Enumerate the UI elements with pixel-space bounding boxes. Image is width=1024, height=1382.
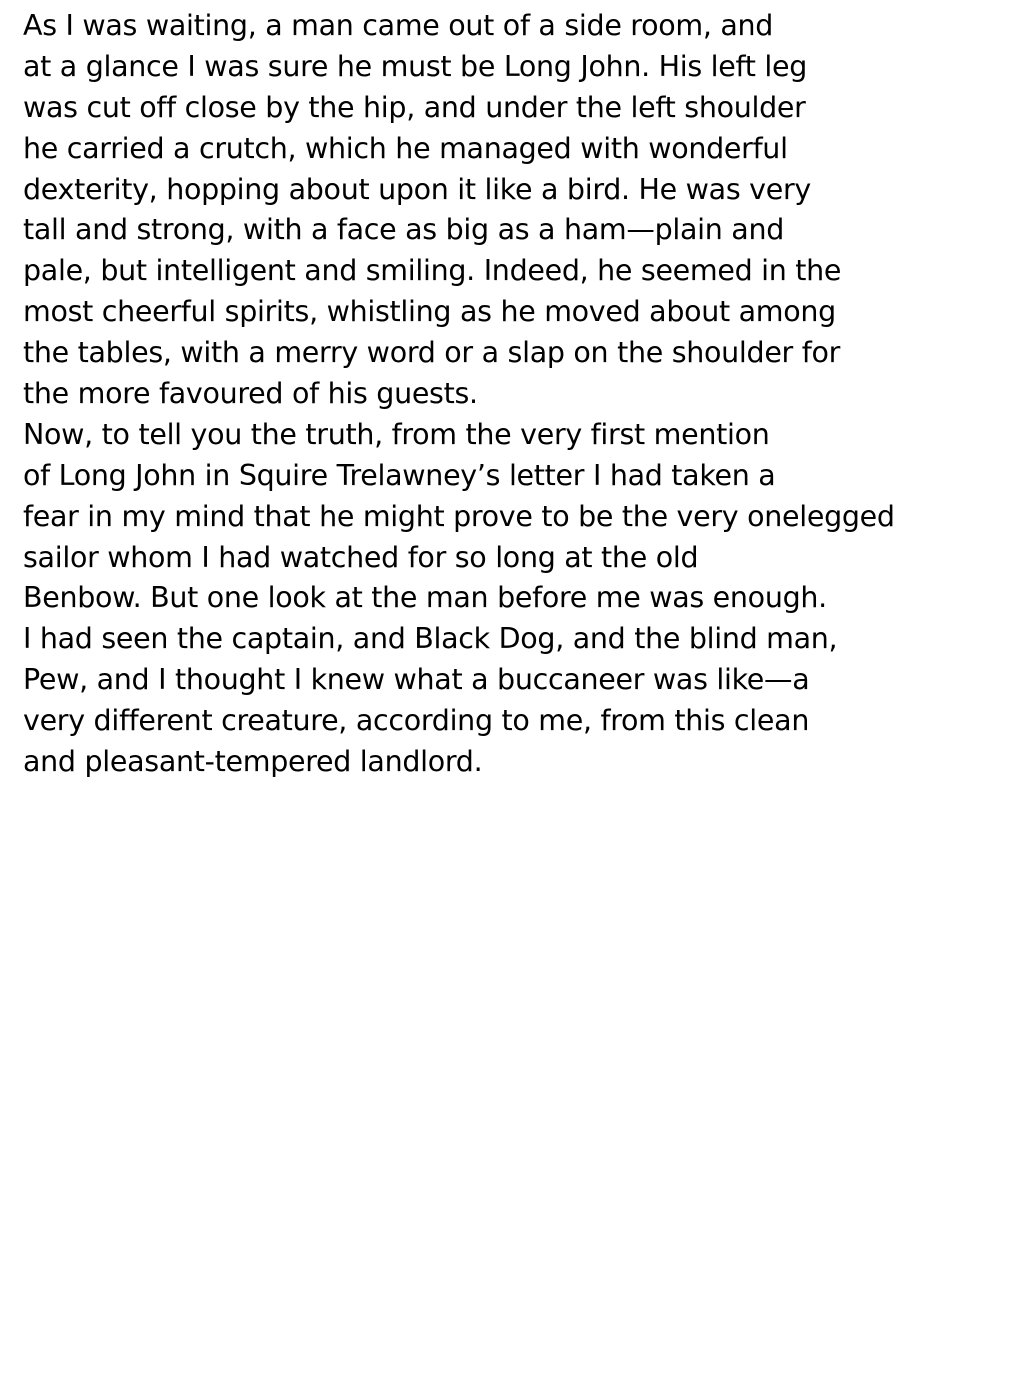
text-line: at a glance I was sure he must be Long John. His left leg [23,49,808,83]
text-line: fear in my mind that he might prove to be the very onelegged [23,499,895,533]
text-line: Pew, and I thought I knew what a buccaneer was like—a [23,663,810,697]
text-line: tall and strong, with a face as big as a ham—plain and [23,213,784,247]
text-line: very different creature, according to me, from this clean [23,704,810,738]
document-page [23,6,1018,783]
text-line: Benbow. But one look at the man before me was enough. [23,581,827,615]
text-line: the more favoured of his guests. [23,377,478,411]
text-line: most cheerful spirits, whistling as he moved about among [23,295,836,329]
text-line: the tables, with a merry word or a slap on the shoulder for [23,336,841,370]
text-line: and pleasant-tempered landlord. [23,745,483,779]
text-line: dexterity, hopping about upon it like a bird. He was very [23,172,811,206]
text-line: sailor whom I had watched for so long at the old [23,540,699,574]
paragraph-1 [23,6,1018,415]
text-line: he carried a crutch, which he managed with wonderful [23,131,788,165]
paragraph-2 [23,415,1018,783]
text-line: of Long John in Squire Trelawney’s letter I had taken a [23,458,776,492]
text-line: was cut off close by the hip, and under the left shoulder [23,90,806,124]
text-line: I had seen the captain, and Black Dog, and the blind man, [23,622,838,656]
text-line: Now, to tell you the truth, from the very first mention [23,417,770,451]
text-line: As I was waiting, a man came out of a side room, and [23,9,774,42]
text-line: pale, but intelligent and smiling. Indeed, he seemed in the [23,254,842,288]
